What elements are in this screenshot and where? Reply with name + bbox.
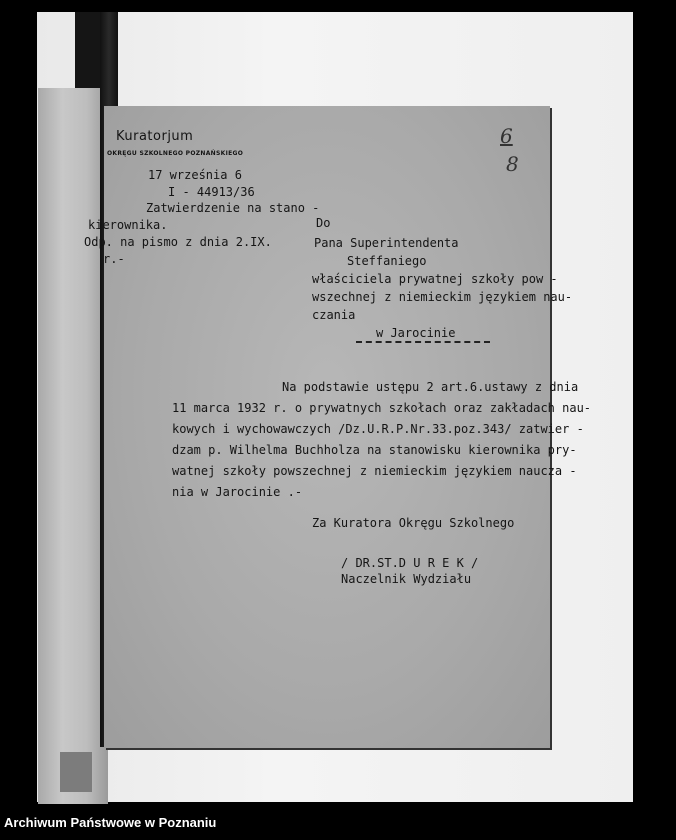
subject-line-3: Odp. na pismo z dnia 2.IX. xyxy=(84,235,272,249)
recipient-line-1: Pana Superintendenta xyxy=(314,236,459,250)
recipient-line-2: Steffaniego xyxy=(347,254,427,268)
recipient-place: w Jarocinie xyxy=(376,326,456,340)
recipient-line-3: właściciela prywatnej szkoły pow - xyxy=(312,272,558,286)
handwritten-page-number: 8 xyxy=(506,152,519,176)
body-line-2: 11 marca 1932 r. o prywatnych szkołach oraz zakładach nau- xyxy=(172,401,592,415)
institution-subtitle: OKRĘGU SZKOLNEGO POZNAŃSKIEGO xyxy=(107,150,244,157)
body-line-6: nia w Jarocinie .- xyxy=(172,485,303,499)
institution-name: Kuratorjum xyxy=(116,129,194,144)
page-fold xyxy=(60,752,92,792)
date-line: 17 września 6 xyxy=(148,168,242,182)
folded-page-edge xyxy=(38,88,108,804)
handwritten-mark: 6 xyxy=(500,124,513,148)
subject-line-4: r.- xyxy=(103,252,125,266)
body-line-4: dzam p. Wilhelma Buchholza na stanowisku kierownika pry- xyxy=(172,443,577,457)
archive-caption: Archiwum Państwowe w Poznaniu xyxy=(4,815,217,830)
subject-line-2: kierownika. xyxy=(88,218,168,232)
body-line-3: kowych i wychowawczych /Dz.U.R.P.Nr.33.poz.343/ zatwier - xyxy=(172,422,584,436)
subject-line-1: Zatwierdzenie na stano - xyxy=(146,201,320,215)
recipient-line-5: czania xyxy=(312,308,356,322)
recipient-line-4: wszechnej z niemieckim językiem nau- xyxy=(312,290,573,304)
place-underline xyxy=(356,341,490,343)
to-label: Do xyxy=(316,216,331,230)
body-line-5: watnej szkoły powszechnej z niemieckim językiem naucza - xyxy=(172,464,577,478)
signature-line-2: / DR.ST.D U R E K / xyxy=(341,556,479,570)
signature-line-1: Za Kuratora Okręgu Szkolnego xyxy=(312,516,515,530)
signature-line-3: Naczelnik Wydziału xyxy=(341,572,472,586)
reference-number: I - 44913/36 xyxy=(168,185,255,199)
body-line-1: Na podstawie ustępu 2 art.6.ustawy z dnia xyxy=(282,380,579,394)
